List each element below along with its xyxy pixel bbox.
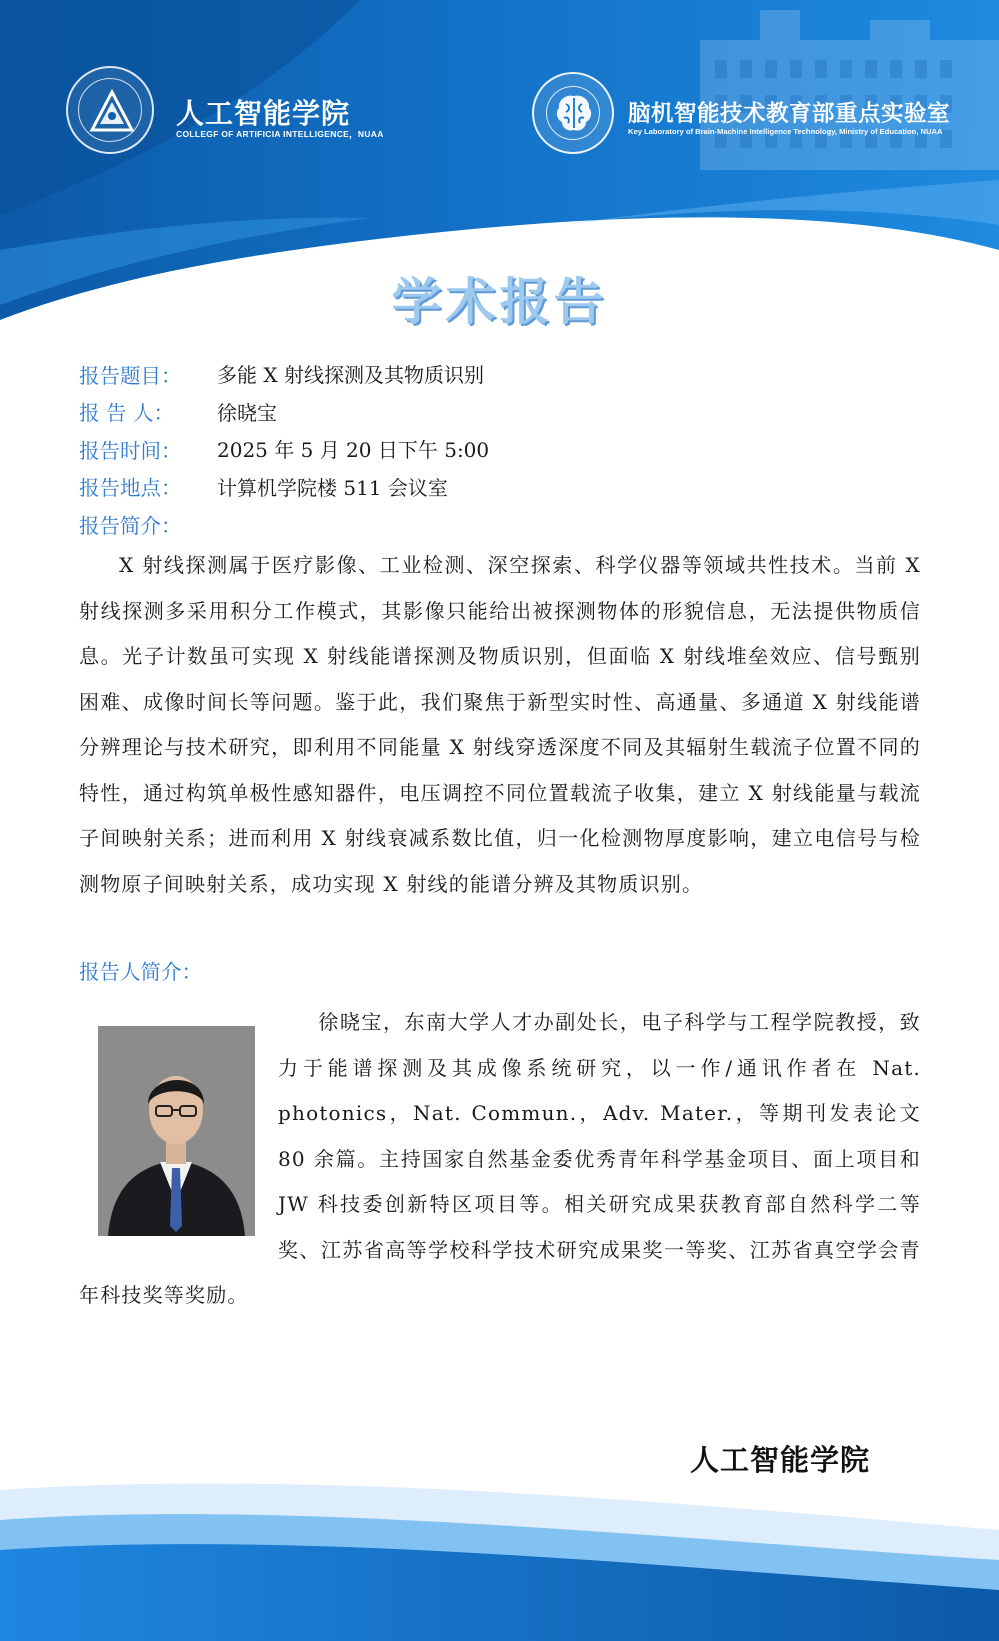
info-row-time xyxy=(79,430,489,468)
page-title: 学术报告 xyxy=(391,272,608,331)
footer-signature: 人工智能学院 xyxy=(690,1443,871,1477)
place-value: 计算机学院楼 511 会议室 xyxy=(217,475,448,500)
college-name-en: COLLEGF OF ARTIFICIA INTELLIGENCE，NUAA xyxy=(176,129,384,139)
info-row-topic xyxy=(79,355,489,393)
topic-value: 多能 X 射线探测及其物质识别 xyxy=(217,363,484,388)
college-emblem-icon xyxy=(86,86,138,138)
lab-logo xyxy=(532,72,614,154)
footer-banner xyxy=(0,1480,999,1641)
college-logo xyxy=(66,66,154,154)
time-value: 2025 年 5 月 20 日下午 5:00 xyxy=(217,438,490,463)
info-row-speaker xyxy=(79,393,489,431)
info-row-place xyxy=(79,468,489,506)
bio-section xyxy=(79,1000,921,1319)
brain-icon xyxy=(552,90,596,136)
speaker-value: 徐晓宝 xyxy=(217,400,277,425)
speaker-portrait-image xyxy=(98,1026,255,1236)
abstract-label: 报告简介： xyxy=(79,513,182,538)
info-row-abstract xyxy=(79,505,489,543)
report-info xyxy=(79,355,489,543)
abstract-text: X 射线探测属于医疗影像、工业检测、深空探索、科学仪器等领域共性技术。当前 X 射线探测多采用积分工作模式，其影像只能给出被探测物体的形貌信息，无法提供物质信息。光子计数虽可实现 X 射线能谱探测及物质识别，但面临 X 射线堆垒效应、信号甄别困难、成像时间长等问题。鉴于此，我们聚焦于新型实时性、高通量、多通道 X 射线能谱分辨理论与技术研究，即利用不同能量 X 射线穿透深度不同及其辐射生载流子位置不同的特性，通过构筑单极性感知器件，电压调控不同位置载流子收集，建立 X 射线能量与载流子间映射关系；进而利用 X 射线衰减系数比值，归一化检测物厚度影响，建立电信号与检测物原子间映射关系，成功实现 X 射线的能谱分辨及其物质识别。 xyxy=(79,553,921,896)
place-label: 报告地点： xyxy=(79,476,182,501)
topic-label: 报告题目： xyxy=(79,363,182,388)
speaker-photo xyxy=(98,1026,255,1236)
speaker-label: 报 告 人： xyxy=(79,401,175,426)
footer-wave xyxy=(0,1480,999,1641)
lab-name-cn: 脑机智能技术教育部重点实验室 xyxy=(628,101,951,127)
lab-name-en: Key Laboratory of Brain-Machine Intelligence Technology, Ministry of Education, NUAA xyxy=(628,127,943,136)
time-label: 报告时间： xyxy=(79,438,182,463)
college-name-cn: 人工智能学院 xyxy=(176,97,351,130)
bio-text: 徐晓宝，东南大学人才办副处长，电子科学与工程学院教授，致力于能谱探测及其成像系统研究，以一作/通讯作者在 Nat. photonics，Nat. Commun.，Adv. Mater.，等期刊发表论文 80 余篇。主持国家自然基金委优秀青年科学基金项目、面上项目和 JW 科技委创新特区项目等。相关研究成果获教育部自然科学二等奖、江苏省高等学校科学技术研究成果奖一等奖、江苏省真空学会青年科技奖等奖励。 xyxy=(79,1010,921,1307)
bio-label: 报告人简介： xyxy=(79,960,202,984)
